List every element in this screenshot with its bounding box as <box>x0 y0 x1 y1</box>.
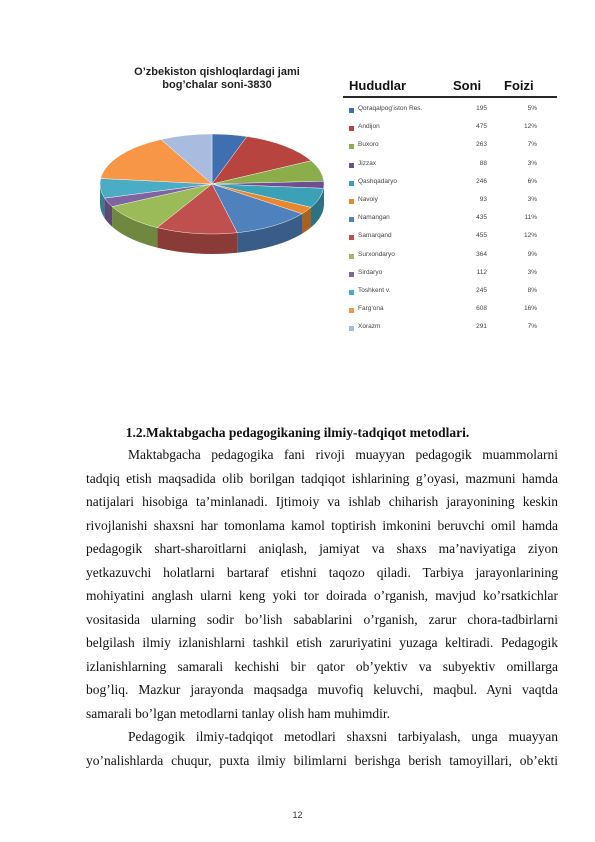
legend-swatch <box>349 326 354 331</box>
legend-count-value: 291 <box>476 323 487 331</box>
legend-region-label: Qoraqalpog’iston Res. <box>358 105 423 112</box>
legend-percent-value: 3% <box>527 195 537 203</box>
text-line: rivojlanishi shaxsni har tomonlama kamol toptirish imkonini beruvchi omil hamda <box>86 517 558 533</box>
legend-percent-value: 3% <box>527 159 537 167</box>
legend-swatch <box>349 217 354 222</box>
legend-region-label: Buxoro <box>358 141 379 149</box>
legend-swatch <box>349 126 354 131</box>
legend-region-label: Sirdaryo <box>358 268 383 276</box>
legend-row <box>343 213 557 231</box>
chart-title-line-2: bog’chalar soni-3830 <box>162 79 272 91</box>
chart-legend-table <box>343 74 557 346</box>
legend-count-value: 475 <box>476 123 487 131</box>
legend-percent-value: 6% <box>527 177 537 185</box>
legend-count-value: 455 <box>476 232 487 240</box>
legend-percent-value: 12% <box>523 232 537 240</box>
legend-swatch <box>349 108 354 113</box>
legend-percent-value: 9% <box>527 250 537 258</box>
legend-percent-value: 7% <box>527 141 537 149</box>
paragraph-2 <box>86 725 558 772</box>
legend-swatch <box>349 181 354 186</box>
legend-percent-value: 12% <box>523 123 537 131</box>
legend-swatch <box>349 254 354 259</box>
legend-count-value: 245 <box>476 286 487 294</box>
text-line: izlanishlarning samarali kechishi bir qator ob’yektiv va subyektiv omillarga <box>86 658 558 674</box>
text-line: samarali bo’lgan metodlarni tanlay olish ham muhimdir. <box>86 706 391 722</box>
legend-region-label: Andijon <box>358 123 380 131</box>
legend-region-label: Surxondaryo <box>358 250 395 258</box>
legend-row <box>343 122 557 140</box>
page-number: 12 <box>292 810 303 820</box>
pie-slices <box>100 134 324 234</box>
legend-region-label: Farg’ona <box>358 305 384 313</box>
legend-header-share: Foizi <box>504 78 534 93</box>
text-line: natijalari hisobiga ta’minlanadi. Ijtimoiy va ishlab chiharish jarayonining keskin <box>86 494 558 510</box>
legend-region-label: Xorazm <box>358 323 381 331</box>
legend-row <box>343 177 557 195</box>
legend-percent-value: 16% <box>523 305 537 313</box>
legend-percent-value: 8% <box>527 286 537 294</box>
legend-region-label: Qashqadaryo <box>358 177 398 185</box>
legend-count-value: 263 <box>476 141 487 149</box>
legend-row <box>343 304 557 322</box>
text-line: yo’nalishlarda chuqur, puxta ilmiy bilimlarni berishga berish tamoyillari, ob’ekti <box>86 752 558 768</box>
legend-percent-value: 7% <box>527 323 537 331</box>
text-line: belgilash ilmiy izlanishlarni tashkil etish zaruriyatini yuzaga keltiradi. Pedagogik <box>86 635 558 651</box>
legend-row <box>343 195 557 213</box>
text-line: pedagogik shart-sharoitlarni aniqlash, jamiyat va shaxs ma’naviyatiga ziyon <box>86 541 558 557</box>
legend-count-value: 364 <box>476 250 487 258</box>
legend-percent-value: 11% <box>524 214 537 222</box>
legend-region-label: Toshkent v. <box>358 286 391 294</box>
legend-swatch <box>349 199 354 204</box>
legend-swatch <box>349 144 354 149</box>
legend-header-region: Hududlar <box>349 78 407 93</box>
text-line: vositasida ularning sodir bo’lish sabablarini o’rganish, zarur chora-tadbirlarni <box>86 611 558 627</box>
legend-header-count: Soni <box>453 78 482 93</box>
section-title: 1.2.Maktabgacha pedagogikaning ilmiy-tadqiqot metodlari. <box>125 425 470 440</box>
legend-header-rule <box>343 96 557 98</box>
chart-title-line-1: O’zbekiston qishloqlardagi jami <box>134 66 300 78</box>
legend-count-value: 93 <box>479 195 487 203</box>
legend-row <box>343 286 557 304</box>
legend-count-value: 195 <box>476 105 487 112</box>
legend-swatch <box>349 272 354 277</box>
legend-rows <box>343 104 557 340</box>
legend-row <box>343 250 557 268</box>
text-line: tadqiq etish maqsadida olib borilgan tadqiqot ishlarining g’oyasi, mazmuni hamda <box>86 470 558 486</box>
legend-percent-value: 5% <box>527 105 537 112</box>
legend-region-label: Samarqand <box>358 232 392 240</box>
text-line: yetkazuvchi holatlarni bartaraf etishni taqozo qiladi. Tarbiya jarayonlarining <box>86 564 558 580</box>
paragraph-1 <box>86 443 558 726</box>
legend-row <box>343 268 557 286</box>
legend-region-label: Navoiy <box>358 195 378 203</box>
text-line: Pedagogik ilmiy-tadqiqot metodlari shaxsni tarbiyalash, unga muayyan <box>128 729 558 744</box>
legend-swatch <box>349 290 354 295</box>
legend-row <box>343 322 557 340</box>
legend-row <box>343 159 557 177</box>
legend-count-value: 112 <box>476 268 487 276</box>
legend-row <box>343 231 557 249</box>
text-line: bog’liq. Mazkur jarayonda maqsadga muvofiq keluvchi, maqbul. Ayni vaqtda <box>86 682 558 698</box>
text-line: Maktabgacha pedagogika fani rivoji muayyan pedagogik muammolarni <box>128 447 558 462</box>
text-line: mohiyatini anglash ularni keng yoki tor doirada o’rganish, mavjud ko’rsatkichlar <box>86 588 558 604</box>
legend-row <box>343 104 557 122</box>
legend-row <box>343 140 557 158</box>
legend-swatch <box>349 308 354 313</box>
legend-header <box>343 78 557 96</box>
legend-count-value: 246 <box>476 177 487 185</box>
legend-count-value: 608 <box>476 305 487 313</box>
legend-swatch <box>349 235 354 240</box>
legend-count-value: 435 <box>476 214 487 222</box>
legend-region-label: Namangan <box>358 214 390 222</box>
legend-swatch <box>349 163 354 168</box>
legend-region-label: Jizzax <box>358 159 377 167</box>
legend-count-value: 88 <box>479 159 487 167</box>
pie-chart <box>96 126 336 286</box>
legend-percent-value: 3% <box>527 268 537 276</box>
chart-title <box>102 66 332 92</box>
